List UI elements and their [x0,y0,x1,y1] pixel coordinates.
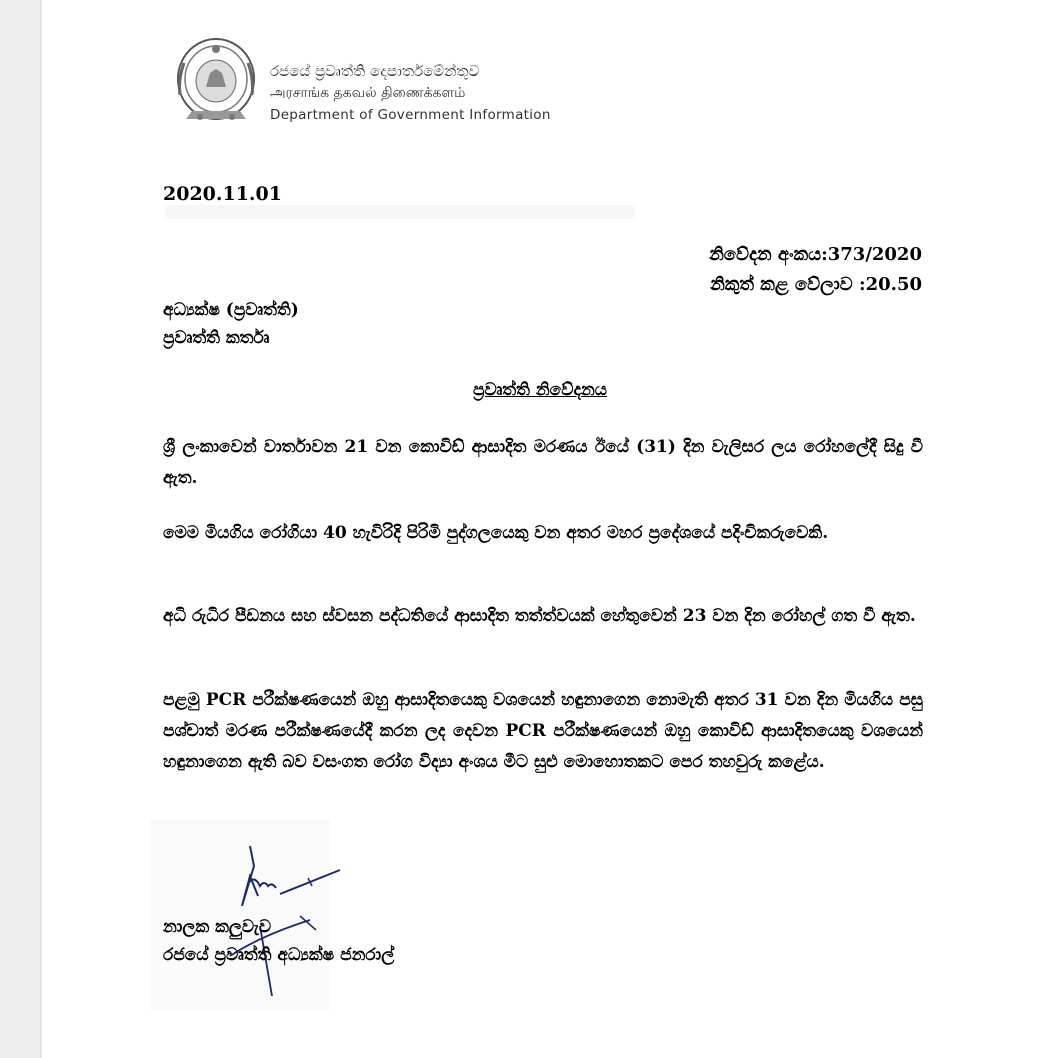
government-emblem-icon [170,35,262,127]
body-paragraph-1: ශ්‍රී ලංකාවෙන් වාර්තාවන 21 වන කොවිඩ් ආසාදිත මරණය ඊයේ (31) දින වැලිසර ලය රෝහලේදී සිදු වී ඇත. [163,437,923,488]
department-name-english: Department of Government Information [270,107,551,123]
signatory-block [163,913,394,969]
department-name-tamil: அரசாங்க தகவல் திணைக்களம் [270,85,466,101]
signatory-position: රජයේ ප්‍රවෘත්ති අධ්‍යක්ෂ ජනරාල් [163,945,395,965]
body-paragraph-3: අධි රුධිර පීඩනය සහ ස්වසන පද්ධතියේ ආසාදිත තත්ත්වයක් හේතුවෙන් 23 වන දින රෝහල් ගත වී ඇත. [163,606,916,626]
release-time: නිකුත් කළ වේලාව :20.50 [710,274,922,295]
department-name-sinhala: රජයේ ප්‍රවෘත්ති දෙපාර්තමේන්තුව [270,62,480,80]
body-paragraph-2: මෙම මියගිය රෝගියා 40 හැවිරිදි පිරිමි පුද්ගලයෙකු වන අතර මහර ප්‍රදේශයේ පදිංචිකරුවෙකි. [163,523,829,543]
document-title: ප්‍රවෘත්ති නිවේදනය [472,380,608,400]
reference-block [709,240,922,300]
scan-smudge [165,205,635,219]
body-paragraph-4: පළමු PCR පරීක්ෂණයෙන් ඔහු ආසාදිතයෙකු වශයෙන් හඳුනාගෙන නොමැති අතර 31 වන දින මියගිය පසු පශ්චාත් මරණ පරීක්ෂණයේදී කරන ලද දෙවන PCR පරීක්ෂණයෙන් ඔහු කොවිඩ් ආසාදිතයෙකු වශයෙන් හඳුනාගෙන ඇති බව වසංගත රෝග විද්‍යා අංශය මීට සුළු මොහොතකට පෙර තහවුරු කළේය. [163,690,923,772]
addressee-line-1: අධ්‍යක්ෂ (ප්‍රවෘත්ති) [163,300,299,320]
addressee-block [163,296,299,352]
signatory-name: නාලක කලුවැව [163,917,272,937]
document-date: 2020.11.01 [163,183,282,205]
release-number: නිවේදන අංකය:373/2020 [709,244,922,265]
addressee-line-2: ප්‍රවෘත්ති කර්තෘ [163,328,270,348]
